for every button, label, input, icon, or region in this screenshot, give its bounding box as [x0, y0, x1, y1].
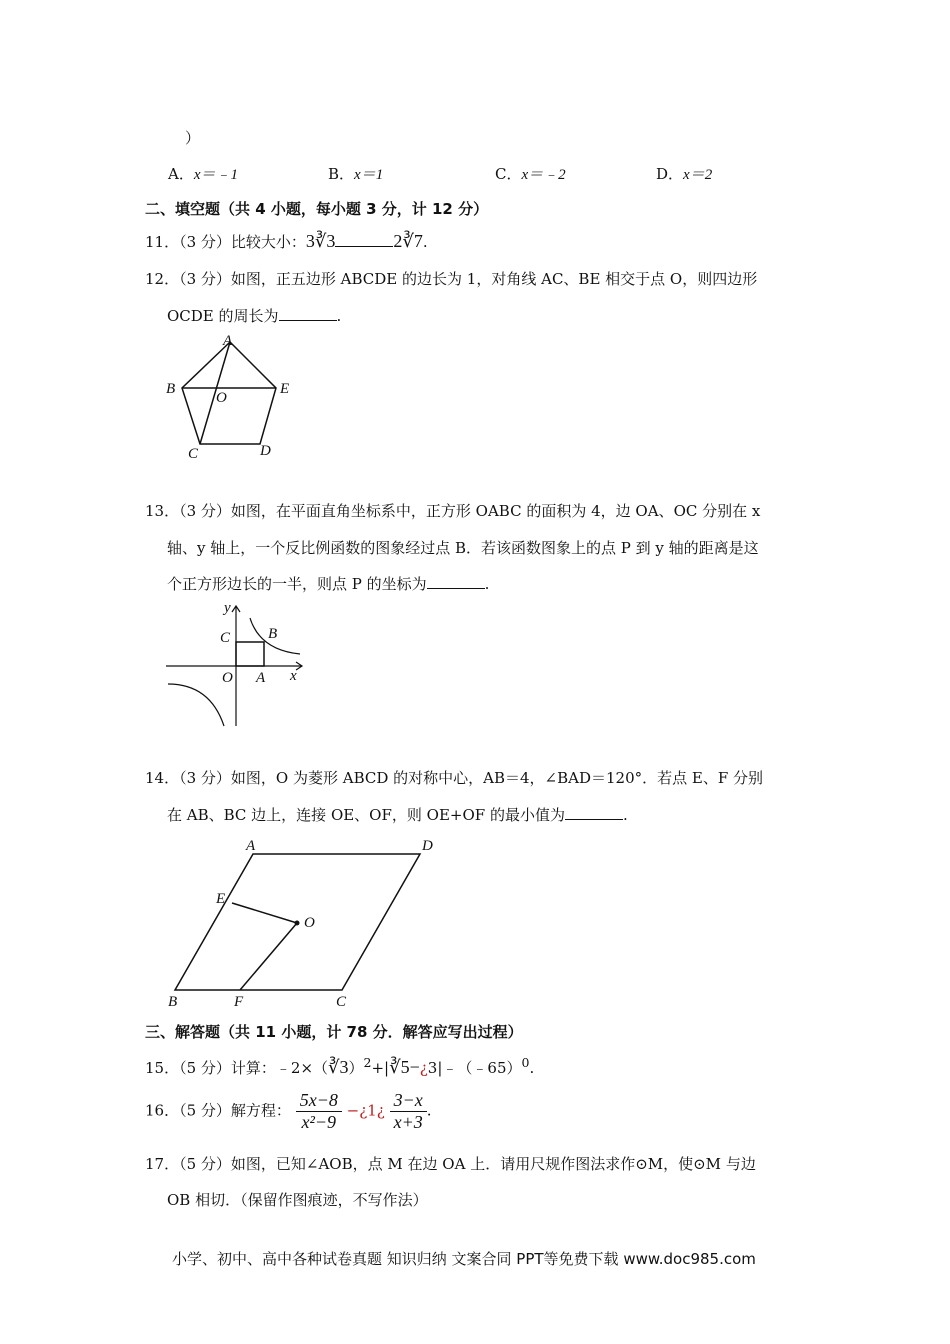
q10-option-a: A．x＝﹣1: [168, 165, 239, 183]
pentagon-figure: [160, 330, 310, 465]
label-f: F: [234, 994, 244, 1010]
q13-line3: 个正方形边长的一半，则点 P 的坐标为 .: [167, 575, 490, 593]
label-x: x: [290, 668, 297, 684]
q12-line1: 12．（3 分）如图，正五边形 ABCDE 的边长为 1，对角线 AC、BE 相交于点 O，则四边形: [145, 270, 758, 288]
label-c: C: [220, 630, 231, 646]
label-b: B: [268, 626, 278, 642]
q16: 16．（5 分）解方程： $\frac{5x-8}{\text{x²−9}}$ −¿1¿ $\frac{3-x}{x+3}$ .: [145, 1090, 432, 1132]
label-a: A: [223, 333, 233, 349]
label-b: B: [168, 994, 178, 1010]
q10-paren: ）: [185, 129, 201, 147]
coordinate-figure: [160, 598, 310, 733]
q10-option-d: D．x＝2: [656, 165, 713, 183]
label-o: O: [304, 915, 315, 931]
label-d: D: [422, 838, 433, 854]
label-b: B: [166, 381, 176, 397]
q17-line2: OB 相切．（保留作图痕迹，不写作法）: [167, 1191, 428, 1209]
section3-title: 三、解答题（共 11 小题，计 78 分．解答应写出过程）: [145, 1023, 523, 1041]
label-c: C: [188, 446, 199, 462]
label-a: A: [256, 670, 266, 686]
label-y: y: [224, 600, 231, 616]
q14-line2: 在 AB、BC 边上，连接 OE、OF，则 OE+OF 的最小值为 .: [167, 806, 628, 824]
q12-line2: OCDE 的周长为 .: [167, 307, 342, 325]
q17-line1: 17．（5 分）如图，已知∠AOB，点 M 在边 OA 上．请用尺规作图法求作⊙M，使⊙M 与边: [145, 1155, 756, 1173]
label-o: O: [222, 670, 233, 686]
q11: 11．（3 分）比较大小：3∛3 2∛7.: [145, 231, 428, 251]
section2-title: 二、填空题（共 4 小题，每小题 3 分，计 12 分）: [145, 200, 489, 218]
q13-line2: 轴、y 轴上，一个反比例函数的图象经过点 B．若该函数图象上的点 P 到 y 轴的距离是这: [167, 539, 759, 557]
q13-line1: 13．（3 分）如图，在平面直角坐标系中，正方形 OABC 的面积为 4，边 OA、OC 分别在 x: [145, 502, 761, 520]
footer-text: 小学、初中、高中各种试卷真题 知识归纳 文案合同 PPT等免费下载 www.doc985.com: [172, 1250, 756, 1268]
q10-option-b: B．x＝1: [328, 165, 384, 183]
rhombus-figure: [160, 832, 450, 1012]
label-d: D: [260, 443, 271, 459]
q14-line1: 14．（3 分）如图，O 为菱形 ABCD 的对称中心，AB＝4，∠BAD＝120°．若点 E、F 分别: [145, 769, 764, 787]
label-a: A: [246, 838, 256, 854]
label-o: O: [216, 390, 227, 406]
q15: 15．（5 分）计算：﹣2×（∛3）$^2$+|∛5−¿3|﹣（﹣65）$^0$.: [145, 1055, 535, 1077]
q10-option-c: C．x＝﹣2: [495, 165, 566, 183]
label-e: E: [216, 891, 226, 907]
label-c: C: [336, 994, 347, 1010]
label-e: E: [280, 381, 290, 397]
